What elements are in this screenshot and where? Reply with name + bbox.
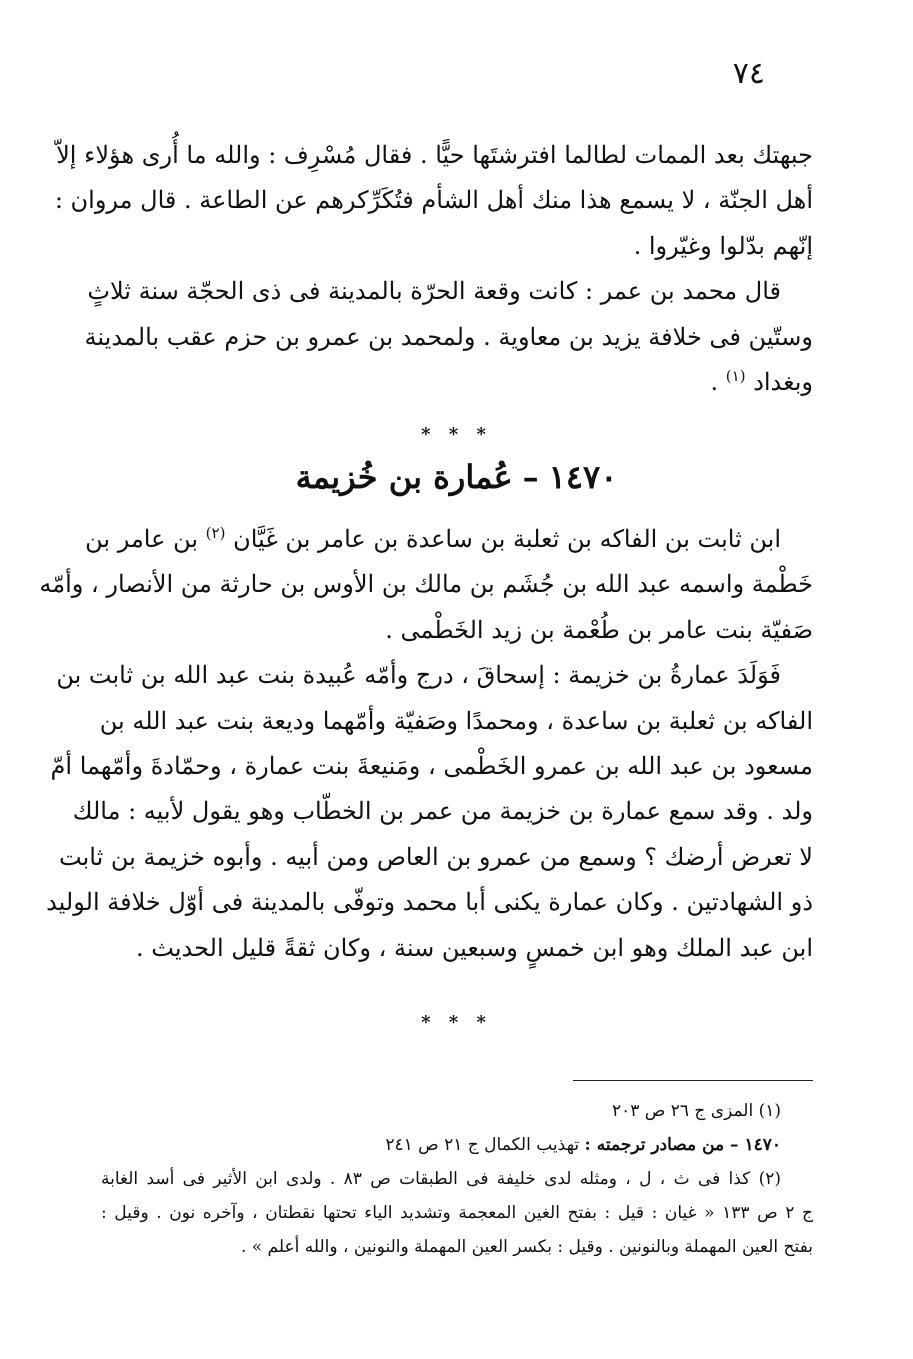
text-line: ابن عبد الملك وهو ابن خمسٍ وسبعين سنة ، وكان ثقةً قليل الحديث . bbox=[136, 933, 813, 962]
footnote-1: (١) المزى ج ٢٦ ص ٢٠٣ bbox=[611, 1101, 781, 1121]
text-line: صَفيّة بنت عامر بن طُعْمة بن زيد الخَطْمى . bbox=[385, 615, 813, 644]
entry-number: ١٤٧٠ bbox=[548, 458, 618, 496]
sources-label: ١٤٧٠ – من مصادر ترجمته : bbox=[584, 1135, 781, 1155]
continued-text-block bbox=[54, 133, 813, 405]
text-line bbox=[101, 360, 813, 405]
text-line: ولد . وقد سمع عمارة بن خزيمة من عمر بن الخطّاب وهو يقول لأبيه : مالك bbox=[72, 797, 813, 826]
text-line: أهل الجنّة ، لا يسمع هذا منك أهل الشأم فتُكَرِّكرهم عن الطاعة . قال مروان : bbox=[54, 186, 813, 215]
section-separator: * * * bbox=[421, 424, 492, 445]
line-text: وبغداد bbox=[753, 368, 813, 397]
paragraph bbox=[39, 517, 813, 653]
entry-name: عُمارة بن خُزيمة bbox=[295, 458, 513, 496]
page-number: ٧٤ bbox=[732, 56, 765, 91]
paragraph bbox=[54, 133, 813, 269]
footnotes bbox=[101, 1094, 813, 1264]
text-line: قال محمد بن عمر : كانت وقعة الحرّة بالمدينة فى ذى الحجّة سنة ثلاثٍ bbox=[87, 277, 781, 306]
line-text: . bbox=[710, 368, 726, 397]
line-text: ابن ثابت بن الفاكه بن ثعلبة بن ساعدة بن عامر بن غَيَّان bbox=[233, 525, 781, 553]
text-line: مسعود بن عبد الله بن عمرو الخَطْمى ، ومَنيعةَ بنت عمارة ، وحمّادةَ وأمّهما أمّ bbox=[50, 752, 813, 781]
paragraph bbox=[46, 653, 813, 971]
entry-heading bbox=[0, 452, 913, 502]
footnote-2-line: ج ٢ ص ١٣٣ « غيان : قيل : بفتح الغين المعجمة وتشديد الياء تحتها نقطتان ، وآخره نون . وقيل : bbox=[101, 1203, 813, 1223]
section-separator: * * * bbox=[421, 1012, 492, 1033]
text-line: فَوَلَدَ عمارةُ بن خزيمة : إسحاقَ ، درج وأمّه عُبيدة بنت عبد الله بن ثابت بن bbox=[56, 661, 781, 690]
text-line bbox=[85, 517, 813, 562]
footnote-ref: (٢) bbox=[205, 524, 226, 542]
footnote-divider bbox=[573, 1080, 813, 1081]
heading-dash: – bbox=[522, 458, 539, 496]
sources-text: تهذيب الكمال ج ٢١ ص ٢٤١ bbox=[385, 1135, 585, 1155]
footnote-sources bbox=[101, 1128, 813, 1162]
text-line: خَطْمة واسمه عبد الله بن جُشَم بن مالك بن الأوس بن حارثة من الأنصار ، وأمّه bbox=[39, 570, 813, 599]
text-line: وستّين فى خلافة يزيد بن معاوية . ولمحمد بن عمرو بن حزم عقب بالمدينة bbox=[84, 322, 813, 351]
text-line: لا تعرض أرضك ؟ وسمع من عمرو بن العاص ومن أبيه . وأبوه خزيمة بن ثابت bbox=[59, 842, 813, 871]
footnote-ref: (١) bbox=[725, 367, 746, 386]
footnote-2-line: (٢) كذا فى ث ، ل ، ومثله لدى خليفة فى الطبقات ص ٨٣ . ولدى ابن الأثير فى أسد الغابة bbox=[101, 1169, 781, 1189]
footnote-2-line: بفتح العين المهملة وبالنونين . وقيل : بكسر العين المهملة والنونين ، والله أعلم » . bbox=[240, 1237, 813, 1257]
text-line: جبهتك بعد الممات لطالما افترشتَها حيًّا . فقال مُسْرِف : والله ما أُرى هؤلاء إلاّ bbox=[56, 141, 813, 169]
paragraph bbox=[84, 269, 813, 405]
text-line: إنّهم بدّلوا وغيّروا . bbox=[633, 231, 813, 260]
line-text: بن عامر بن bbox=[85, 525, 206, 553]
text-line: الفاكه بن ثعلبة بن ساعدة ، ومحمدًا وصَفيّة وأمّهما وديعة بنت عبد الله بن bbox=[99, 706, 813, 735]
entry-text-block bbox=[39, 517, 813, 971]
text-line: ذو الشهادتين . وكان عمارة يكنى أبا محمد وتوفّى بالمدينة فى أوّل خلافة الوليد bbox=[46, 888, 813, 917]
